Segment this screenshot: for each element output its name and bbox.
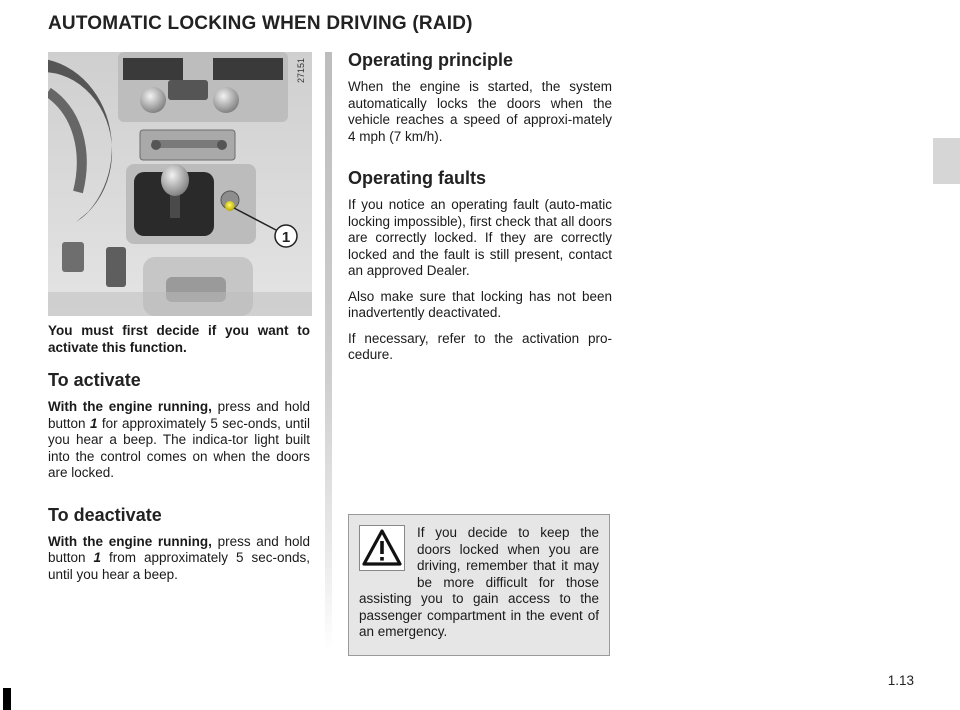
faults-heading: Operating faults xyxy=(348,168,487,188)
activate-lead: With the engine running, xyxy=(48,399,212,414)
deactivate-text-a: press and hold button xyxy=(48,533,310,565)
callout-number: 1 xyxy=(281,229,291,246)
activate-heading: To activate xyxy=(48,370,141,390)
crop-mark xyxy=(3,688,11,710)
deactivate-text-b: from approximately 5 sec-onds, until you hear a beep. xyxy=(48,550,310,582)
left-column xyxy=(48,322,310,592)
activate-text-a: press and hold button xyxy=(48,399,310,431)
faults-text-2: Also make sure that locking has not been inadvertently deactivated. xyxy=(348,288,612,320)
page-title: AUTOMATIC LOCKING WHEN DRIVING (RAID) xyxy=(48,13,473,34)
principle-text: When the engine is started, the system automatically locks the doors when the vehicle reaches a speed of approxi-mately 4 mph (7 km/h). xyxy=(348,79,612,144)
section-tab xyxy=(933,138,960,184)
activate-button-ref: 1 xyxy=(89,415,98,431)
figure-reference: 27151 xyxy=(296,58,306,84)
deactivate-text xyxy=(48,534,310,584)
page-number: 1.13 xyxy=(887,673,914,688)
right-column xyxy=(348,50,612,373)
warning-triangle-icon xyxy=(359,525,405,571)
dashboard-photo xyxy=(48,52,312,316)
deactivate-button-ref: 1 xyxy=(93,550,102,565)
dashboard-illustration xyxy=(48,52,312,316)
faults-text-3: If necessary, refer to the activation pro-cedure. xyxy=(348,330,612,362)
warning-text: If you decide to keep the doors locked when you are driving, remember that it may be more difficult for those assisting you to gain access to the passenger compartment in the event of an emergency. xyxy=(359,525,599,639)
deactivate-lead: With the engine running, xyxy=(48,533,212,549)
column-divider xyxy=(325,52,332,652)
activate-text-b: for approximately 5 sec-onds, until you hear a beep. The indica-tor light built into the control comes on when the doors are locked. xyxy=(48,415,310,480)
warning-box xyxy=(348,514,610,656)
deactivate-heading: To deactivate xyxy=(48,504,162,525)
intro-note: You must first decide if you want to activate this function. xyxy=(48,323,310,355)
faults-text-1: If you notice an operating fault (auto-matic locking impossible), first check that all doors are correctly locked. If they are correctly locked and the fault is still present, contact an approved Dealer. xyxy=(348,197,612,278)
activate-text xyxy=(48,399,310,482)
principle-heading: Operating principle xyxy=(348,50,514,70)
